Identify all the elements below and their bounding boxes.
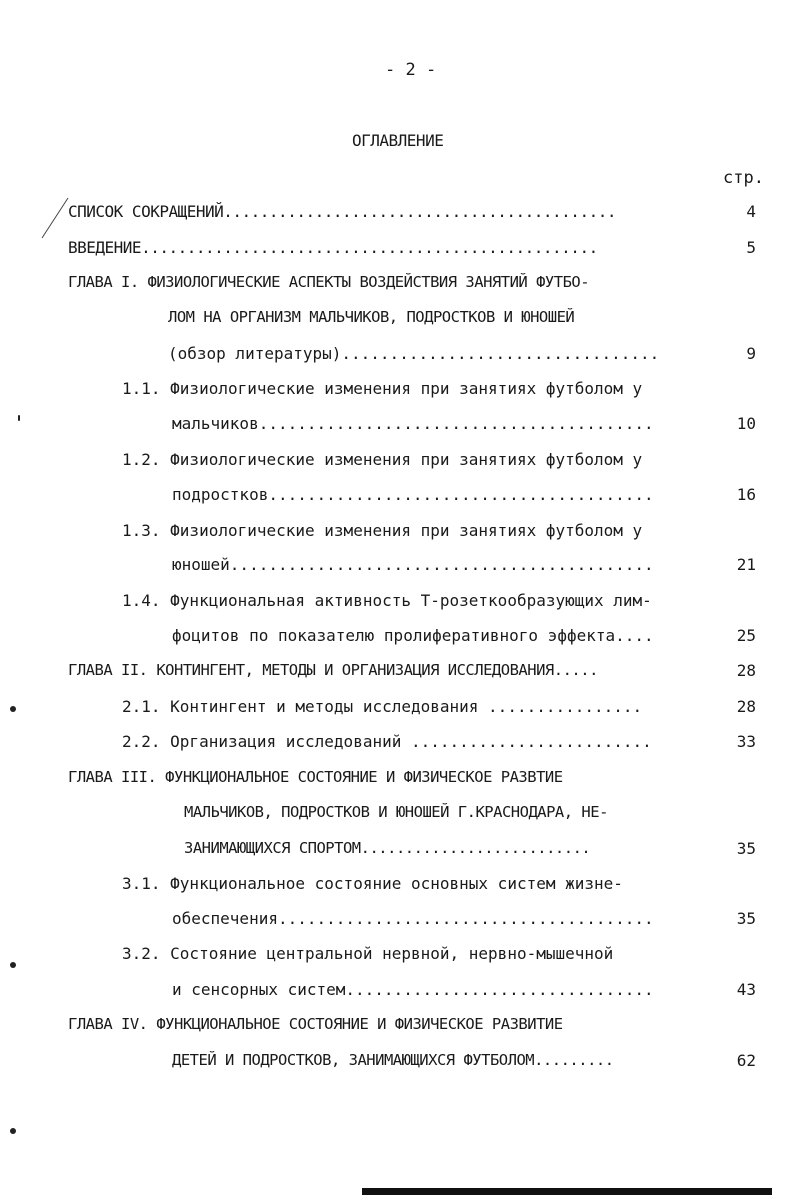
toc-line-chapter-1-a: ГЛАВА I. ФИЗИОЛОГИЧЕСКИЕ АСПЕКТЫ ВОЗДЕЙСТВИЯ ЗАНЯТИЙ ФУТБО- (68, 273, 590, 291)
toc-line-3-1-a: 3.1. Функциональное состояние основных систем жизне- (122, 874, 623, 893)
toc-line-1-4-b: фоцитов по показателю пролиферативного эффекта.... (172, 626, 654, 645)
toc-page-1-2: 16 (736, 485, 756, 504)
toc-page-chapter-3: 35 (736, 839, 756, 858)
toc-line-chapter-3-c: ЗАНИМАЮЩИХСЯ СПОРТОМ.......................... (184, 839, 591, 857)
toc-line-chapter-4-b: ДЕТЕЙ И ПОДРОСТКОВ, ЗАНИМАЮЩИХСЯ ФУТБОЛОМ......... (172, 1051, 614, 1069)
toc-page-2-2: 33 (736, 732, 756, 751)
toc-line-3-2-a: 3.2. Состояние центральной нервной, нервно-мышечной (122, 944, 614, 963)
toc-line-introduction: ВВЕДЕНИЕ.................................................. (68, 238, 598, 257)
binding-hole-mark (10, 962, 16, 968)
toc-line-chapter-1-c: (обзор литературы)................................. (168, 344, 660, 363)
toc-page-chapter-4: 62 (736, 1051, 756, 1070)
binding-hole-mark (10, 706, 16, 712)
toc-line-1-1-b: мальчиков......................................... (172, 414, 654, 433)
toc-line-chapter-3-b: МАЛЬЧИКОВ, ПОДРОСТКОВ И ЮНОШЕЙ Г.КРАСНОДАРА, НЕ- (184, 803, 608, 821)
toc-line-2-1: 2.1. Контингент и методы исследования ................ (122, 697, 643, 716)
toc-line-abbreviations: СПИСОК СОКРАЩЕНИЙ........................................... (68, 202, 616, 221)
toc-line-1-3-a: 1.3. Физиологические изменения при занятиях футболом у (122, 521, 643, 540)
page-column-header: стр. (723, 168, 764, 188)
binding-hole-mark (18, 415, 20, 421)
toc-page-chapter-1: 9 (746, 344, 756, 363)
toc-line-1-2-a: 1.2. Физиологические изменения при занятиях футболом у (122, 450, 643, 469)
toc-line-3-1-b: обеспечения....................................... (172, 909, 654, 928)
pen-stroke (40, 196, 70, 241)
toc-page-introduction: 5 (746, 238, 756, 257)
page-number: - 2 - (385, 60, 437, 80)
toc-line-chapter-1-b: ЛОМ НА ОРГАНИЗМ МАЛЬЧИКОВ, ПОДРОСТКОВ И ЮНОШЕЙ (168, 308, 575, 326)
binding-hole-mark (10, 1128, 16, 1134)
toc-line-1-3-b: юношей............................................ (172, 555, 654, 574)
toc-page-1-1: 10 (736, 414, 756, 433)
bottom-edge-shadow (362, 1188, 772, 1195)
toc-page-1-3: 21 (736, 555, 756, 574)
toc-line-3-2-b: и сенсорных систем................................ (172, 980, 654, 999)
toc-page-abbreviations: 4 (746, 202, 756, 221)
toc-page-3-1: 35 (736, 909, 756, 928)
toc-line-1-2-b: подростков........................................ (172, 485, 654, 504)
toc-page-chapter-2: 28 (736, 661, 756, 680)
toc-line-2-2: 2.2. Организация исследований ......................... (122, 732, 652, 751)
toc-line-1-4-a: 1.4. Функциональная активность Т-розеткообразующих лим- (122, 591, 652, 610)
toc-title: ОГЛАВЛЕНИЕ (352, 131, 444, 150)
toc-line-chapter-2: ГЛАВА II. КОНТИНГЕНТ, МЕТОДЫ И ОРГАНИЗАЦИЯ ИССЛЕДОВАНИЯ..... (68, 661, 598, 679)
toc-page-1-4: 25 (736, 626, 756, 645)
toc-page-2-1: 28 (736, 697, 756, 716)
toc-line-chapter-3-a: ГЛАВА III. ФУНКЦИОНАЛЬНОЕ СОСТОЯНИЕ И ФИЗИЧЕСКОЕ РАЗВТИЕ (68, 768, 563, 786)
toc-line-chapter-4-a: ГЛАВА IV. ФУНКЦИОНАЛЬНОЕ СОСТОЯНИЕ И ФИЗИЧЕСКОЕ РАЗВИТИЕ (68, 1015, 563, 1033)
toc-page-3-2: 43 (736, 980, 756, 999)
toc-line-1-1-a: 1.1. Физиологические изменения при занятиях футболом у (122, 379, 643, 398)
